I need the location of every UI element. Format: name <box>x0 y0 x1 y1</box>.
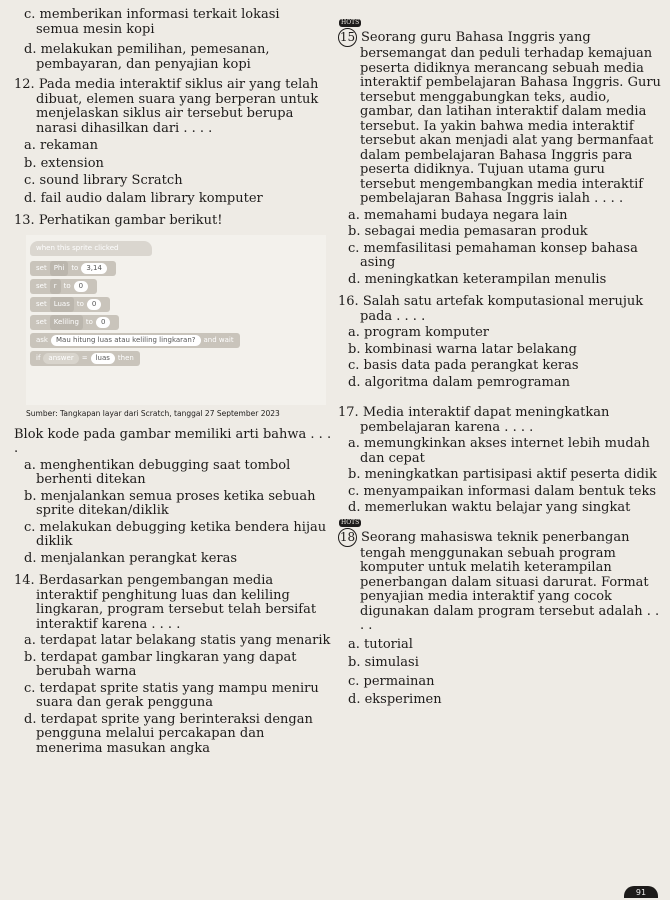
q12-option-d: d. fail audio dalam library komputer <box>24 190 263 206</box>
q15-option-b: b. sebagai media pemasaran produk <box>348 224 588 239</box>
question-13 <box>14 214 332 566</box>
q14-number: 14. <box>14 573 35 588</box>
q13-option-d: d. menjalankan perangkat keras <box>24 550 238 566</box>
scratch-set-keliling-block: set Keliling to 0 <box>30 315 119 330</box>
q17-number: 17. <box>338 405 359 420</box>
q16-number: 16. <box>338 294 359 309</box>
q17-option-a: a. memungkinkan akses internet lebih mudah dan cepat <box>348 436 650 466</box>
q12-text: Pada media interaktif siklus air yang telah dibuat, elemen suara yang berperan untuk menjelaskan siklus air tersebut berupa narasi dihasilkan dari . . . . <box>36 77 319 136</box>
q12-stem <box>14 78 332 136</box>
q12-option-b: b. extension <box>24 155 104 171</box>
q11-option-d: d. melakukan pemilihan, pemesanan, <box>24 42 270 57</box>
scratch-hat-block: when this sprite clicked <box>30 241 152 256</box>
q16-option-c: c. basis data pada perangkat keras <box>348 358 579 373</box>
q11-option-c: c. memberikan informasi terkait lokasi <box>24 7 280 22</box>
q13-image-caption: Sumber: Tangkapan layar dari Scratch, tanggal 27 September 2023 <box>26 408 280 418</box>
q15-number-badge: HOTS 15 <box>338 28 357 47</box>
q18-stem <box>338 518 664 634</box>
q16-option-d: d. algoritma dalam pemrograman <box>348 374 571 390</box>
left-column <box>14 8 332 758</box>
page-number: 91 <box>624 886 658 898</box>
q16-option-b: b. kombinasi warna latar belakang <box>348 341 578 357</box>
q16-text: Salah satu artefak komputasional merujuk pada . . . . <box>360 294 644 324</box>
q14-stem <box>14 574 332 632</box>
q16-option-a: a. program komputer <box>348 325 489 340</box>
q15-text: Seorang guru Bahasa Inggris yang bersemangat dan peduli terhadap kemajuan peserta didiknya merancang sebuah media interaktif pembelajaran Bahasa Inggris. Guru tersebut menggabungkan teks, audio, gambar, dan latihan interaktif dalam media tersebut. Ia yakin bahwa media interaktif tersebut akan menjadi alat yang bermanfaat dalam pembelajaran Bahasa Inggris para peserta didiknya. Tujuan utama guru tersebut mengembangkan media interaktif pembelajaran Bahasa Inggris ialah . . . . <box>360 30 661 206</box>
question-18 <box>338 518 664 708</box>
scratch-set-r-block: set r to 0 <box>30 279 97 294</box>
question-14 <box>14 574 332 756</box>
q18-option-c: c. permainan <box>348 673 435 689</box>
q12-option-a: a. rekaman <box>24 138 99 153</box>
q14-option-a: a. terdapat latar belakang statis yang menarik <box>24 633 331 648</box>
q18-text: Seorang mahasiswa teknik penerbangan tengah menggunakan sebuah program komputer untuk melatih keterampilan penerbangan dalam situasi darurat. Format penyajian media interaktif yang cocok digunakan dalam program tersebut adalah . . . . <box>360 529 660 633</box>
q15-option-a: a. memahami budaya negara lain <box>348 207 568 223</box>
scratch-ask-block: ask Mau hitung luas atau keliling lingkaran? and wait <box>30 333 240 348</box>
q17-option-c: c. menyampaikan informasi dalam bentuk teks <box>348 483 657 499</box>
q13-text: Perhatikan gambar berikut! <box>38 213 223 228</box>
q18-option-d: d. eksperimen <box>348 692 442 707</box>
question-17 <box>338 406 664 516</box>
q14-option-d: d. terdapat sprite yang berinteraksi dengan pengguna melalui percakapan dan menerima masukan angka <box>24 711 313 756</box>
q12-number: 12. <box>14 77 35 92</box>
q14-option-b: b. terdapat gambar lingkaran yang dapat berubah warna <box>24 649 297 679</box>
question-12 <box>14 78 332 206</box>
q13-option-c: c. melakukan debugging ketika bendera hijau diklik <box>24 519 327 549</box>
question-15 <box>338 19 664 287</box>
hots-badge: HOTS <box>341 518 360 526</box>
q13-option-b: b. menjalankan semua proses ketika sebuah sprite ditekan/diklik <box>24 488 316 518</box>
q15-option-d: d. meningkatkan keterampilan menulis <box>348 271 607 287</box>
q17-stem <box>338 406 664 435</box>
hots-badge: HOTS <box>341 19 360 26</box>
question-16 <box>338 295 664 390</box>
q13-stem <box>14 214 332 229</box>
q17-option-b: b. meningkatkan partisipasi aktif peserta didik <box>348 467 657 482</box>
q16-stem <box>338 295 664 324</box>
q17-text: Media interaktif dapat meningkatkan pembelajaran karena . . . . <box>360 405 610 435</box>
q14-text: Berdasarkan pengembangan media interaktif penghitung luas dan keliling lingkaran, program tersebut telah bersifat interaktif karena . . . . <box>36 573 317 632</box>
q18-option-a: a. tutorial <box>348 636 413 652</box>
right-column <box>338 8 664 710</box>
scratch-code-image <box>26 235 326 405</box>
q13-number: 13. <box>14 213 35 228</box>
q12-option-c: c. sound library Scratch <box>24 173 183 188</box>
q11-option-d-cont: pembayaran, dan penyajian kopi <box>36 56 251 72</box>
q11-option-c-cont: semua mesin kopi <box>36 21 155 37</box>
q13-option-a: a. menghentikan debugging saat tombol berhenti ditekan <box>24 457 291 487</box>
q13-question: Blok kode pada gambar memiliki arti bahwa . . . . <box>14 426 332 456</box>
scratch-set-luas-block: set Luas to 0 <box>30 297 110 312</box>
q15-stem <box>338 19 664 207</box>
q17-option-d: d. memerlukan waktu belajar yang singkat <box>348 500 631 515</box>
q15-option-c: c. memfasilitasi pemahaman konsep bahasa asing <box>348 240 638 270</box>
scratch-set-phi-block: set Phi to 3,14 <box>30 261 116 276</box>
q18-number-badge: HOTS 18 <box>338 528 357 547</box>
scratch-if-block: if answer = luas then <box>30 351 140 366</box>
q14-option-c: c. terdapat sprite statis yang mampu meniru suara dan gerak pengguna <box>24 680 319 710</box>
q18-option-b: b. simulasi <box>348 655 419 670</box>
